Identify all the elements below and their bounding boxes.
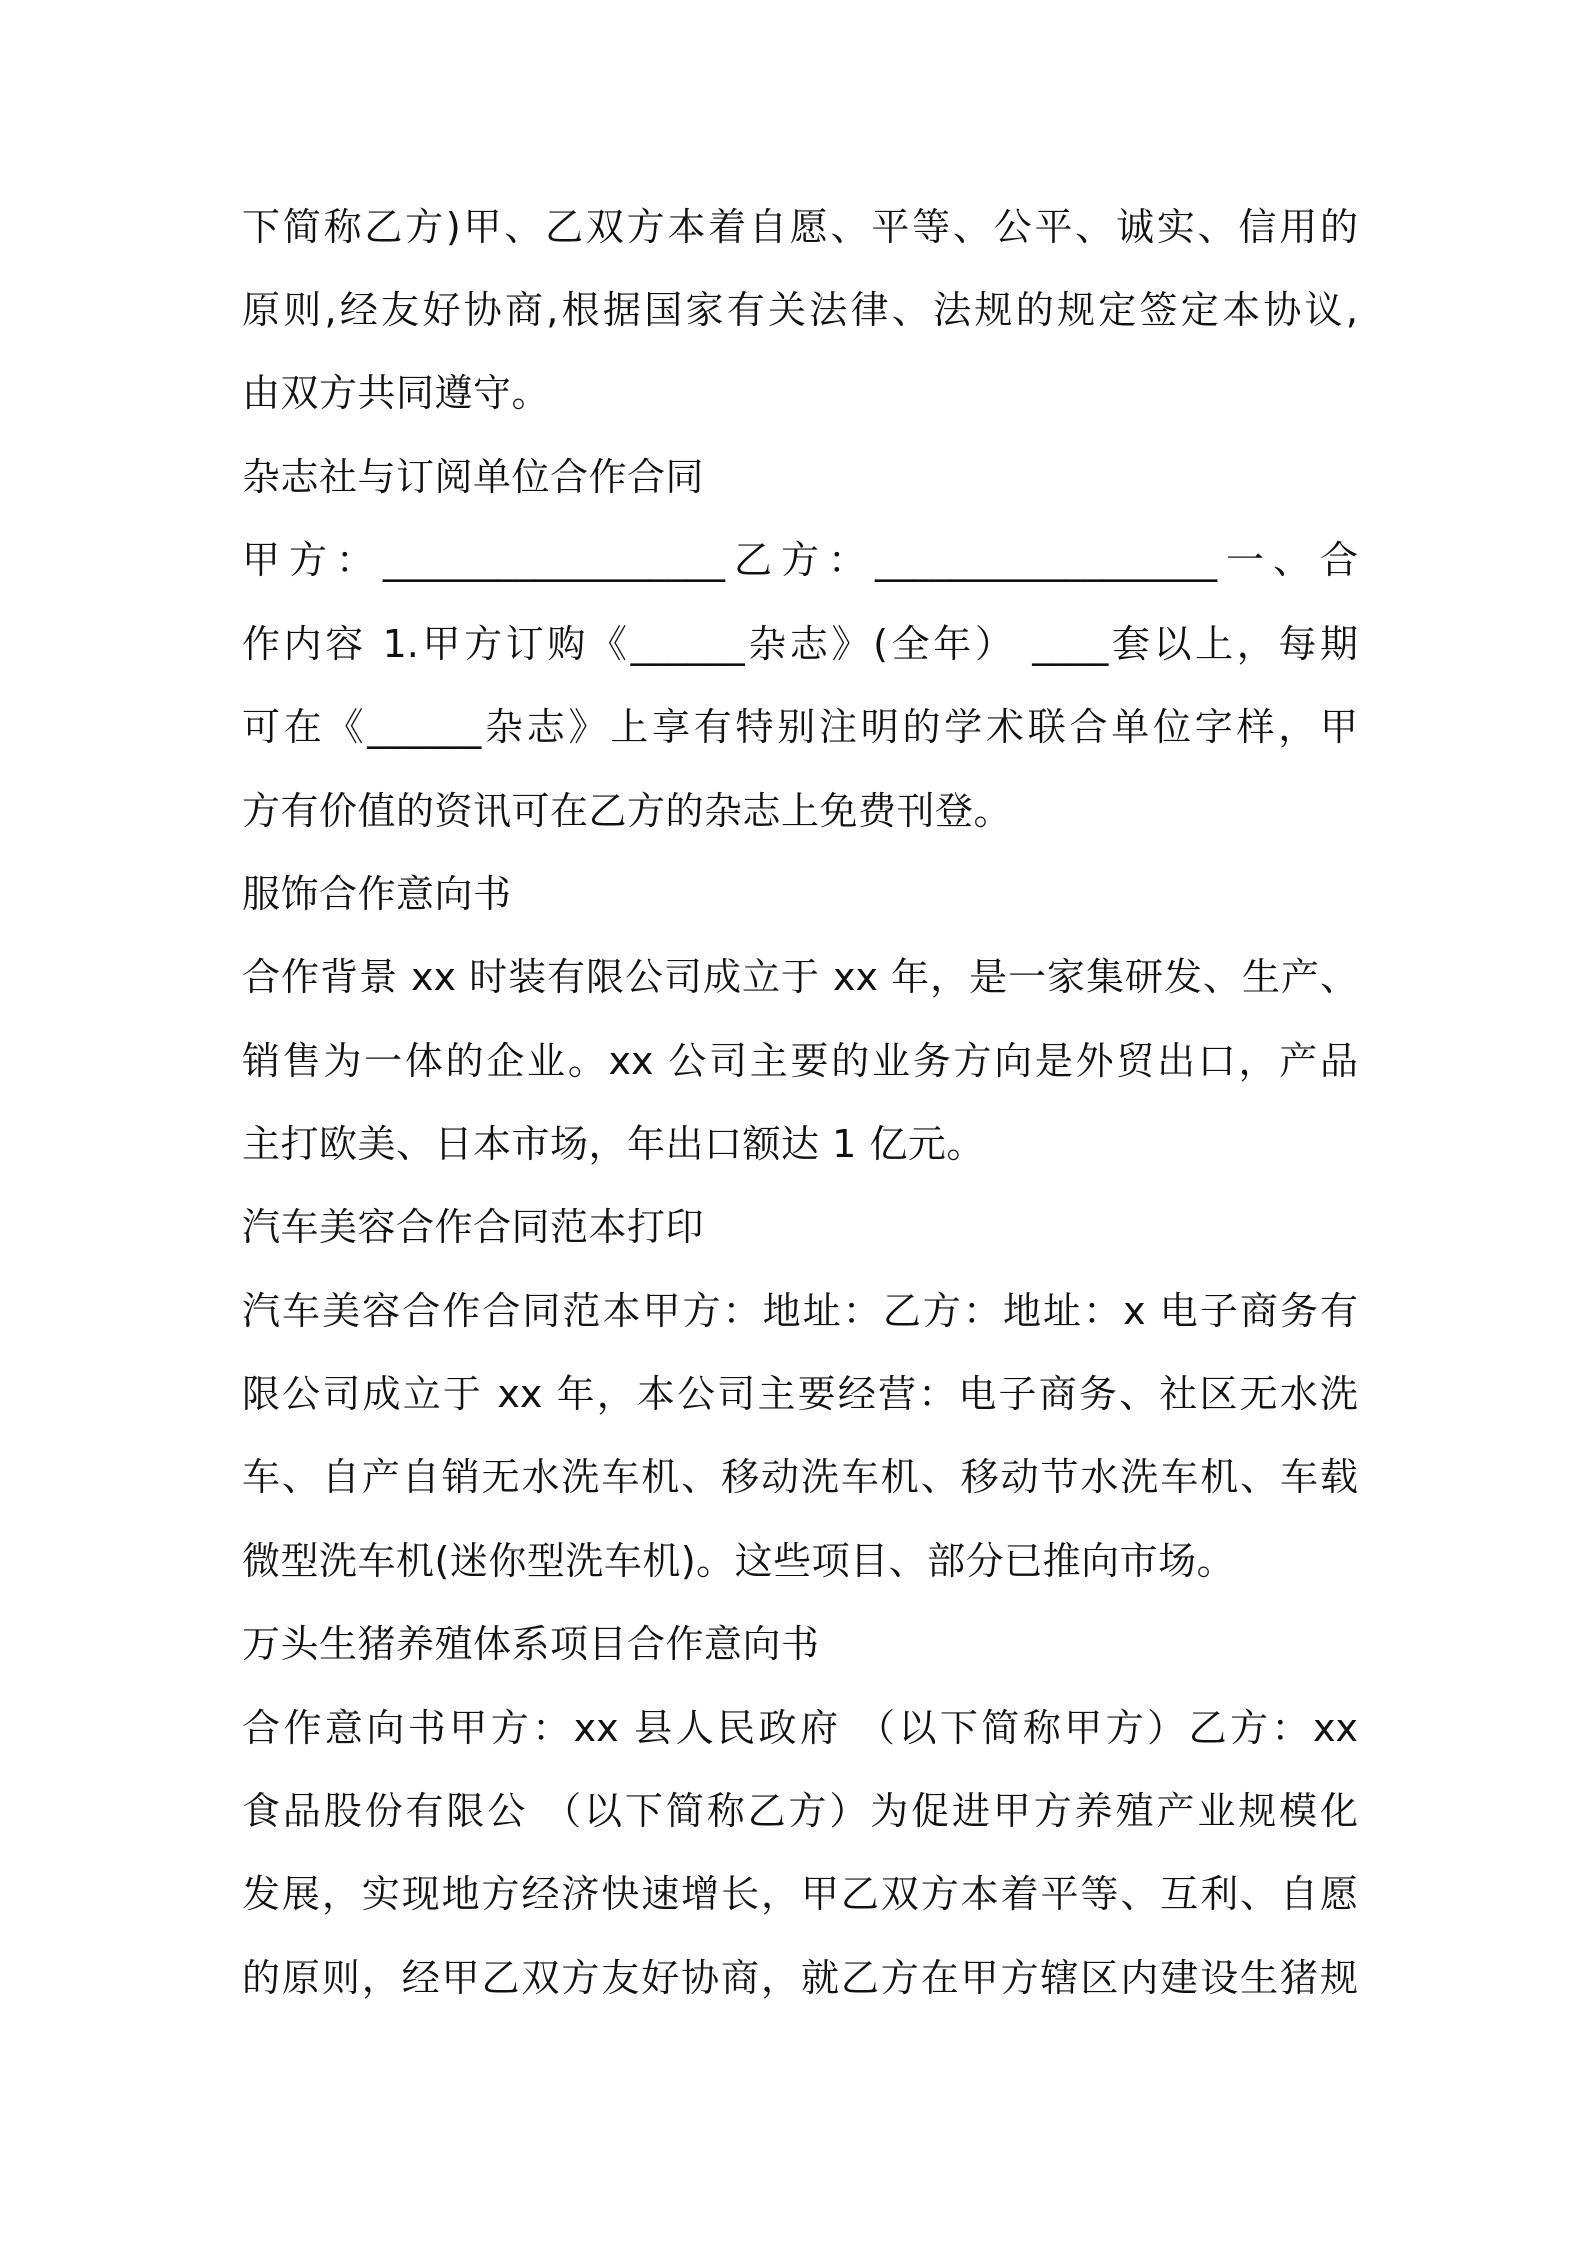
section-heading-pig-farming: 万头生猪养殖体系项目合作意向书 [242, 1622, 820, 1666]
text-line-3: 由双方共同遵守。 [242, 371, 551, 415]
text-line-10: 合作背景 xx 时装有限公司成立于 xx 年，是一家集研发、生产、 [242, 955, 1358, 999]
text-line-1: 下简称乙方)甲、乙双方本着自愿、平等、公平、诚实、信用的 [242, 205, 1358, 249]
text-line-16: 车、自产自销无水洗车机、移动洗车机、移动节水洗车机、车载 [242, 1455, 1358, 1499]
text-line-17: 微型洗车机(迷你型洗车机)。这些项目、部分已推向市场。 [242, 1539, 1236, 1583]
text-line-8: 方有价值的资讯可在乙方的杂志上免费刊登。 [242, 789, 1013, 833]
text-line-22: 的原则，经甲乙双方友好协商，就乙方在甲方辖区内建设生猪规 [242, 1956, 1358, 2000]
text-line-11: 销售为一体的企业。xx 公司主要的业务方向是外贸出口，产品 [242, 1039, 1358, 1083]
section-heading-car-beauty: 汽车美容合作合同范本打印 [242, 1205, 705, 1249]
text-line-7: 可在《______杂志》上享有特别注明的学术联合单位字样，甲 [242, 705, 1358, 749]
text-line-12: 主打欧美、日本市场，年出口额达 1 亿元。 [242, 1122, 985, 1166]
text-line-20: 食品股份有限公 （以下简称乙方）为促进甲方养殖产业规模化 [242, 1789, 1358, 1833]
text-line-21: 发展，实现地方经济快速增长，甲乙双方本着平等、互利、自愿 [242, 1872, 1358, 1916]
text-line-15: 限公司成立于 xx 年，本公司主要经营：电子商务、社区无水洗 [242, 1372, 1358, 1416]
text-line-5: 甲方：__________________乙方：__________________一、合 [242, 538, 1358, 582]
text-line-2: 原则,经友好协商,根据国家有关法律、法规的规定签定本协议, [242, 288, 1358, 332]
text-line-14: 汽车美容合作合同范本甲方：地址：乙方：地址：x 电子商务有 [242, 1289, 1358, 1333]
section-heading-clothing: 服饰合作意向书 [242, 872, 512, 916]
text-line-19: 合作意向书甲方：xx 县人民政府 （以下简称甲方）乙方：xx [242, 1706, 1358, 1750]
text-line-6: 作内容 1.甲方订购《______杂志》(全年） ____套以上，每期 [242, 622, 1358, 666]
section-heading-magazine: 杂志社与订阅单位合作合同 [242, 455, 705, 499]
